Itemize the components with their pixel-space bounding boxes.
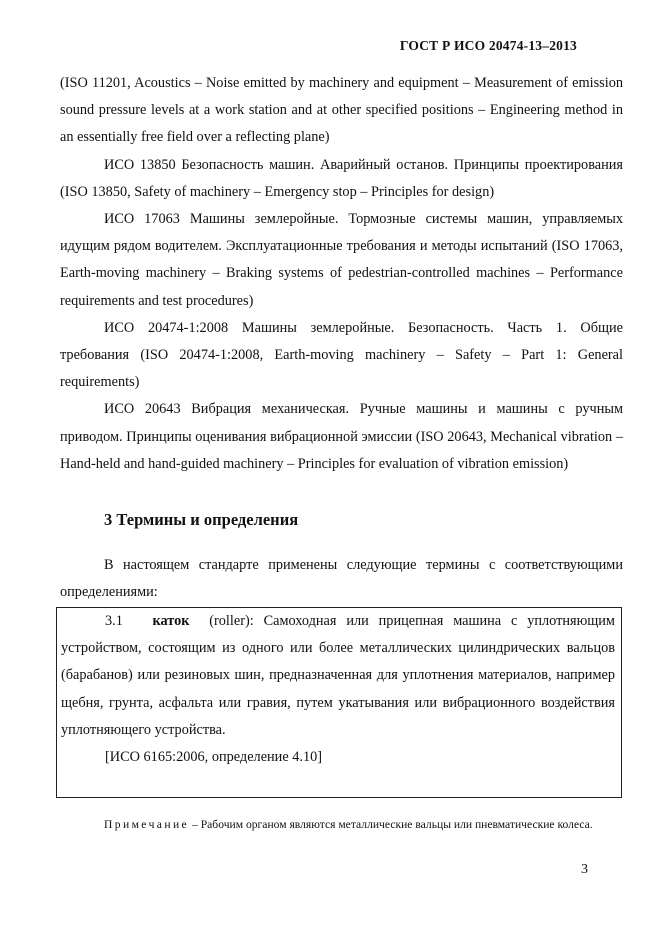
- section-title: 3 Термины и определения: [104, 510, 299, 529]
- term-english: (roller): [209, 613, 250, 629]
- reference-item: (ISO 11201, Acoustics – Noise emitted by machinery and equipment – Measurement of emission sound pressure levels at a work station and at other specified positions – Engineering method in an essentially free field over a reflecting plane): [60, 75, 623, 146]
- section-intro: В настоящем стандарте применены следующие термины с соответствующими определениями:: [60, 557, 623, 601]
- reference-item: ИСО 17063 Машины землеройные. Тормозные системы машин, управляемых идущим рядом водителем. Эксплуатационные требования и методы испытаний (ISO 17063, Earth-moving machinery – Braking systems of pedestrian-controlled machines – Performance requirements and test procedures): [60, 211, 623, 309]
- note-prefix: Примечание: [104, 818, 190, 831]
- reference-item: ИСО 20474-1:2008 Машины землеройные. Безопасность. Часть 1. Общие требования (ISO 20474-1:2008, Earth-moving machinery – Safety – Part 1: General requirements): [60, 319, 623, 391]
- term-definition: [61, 608, 615, 744]
- document-header: ГОСТ Р ИСО 20474-13–2013: [399, 38, 577, 53]
- normative-references: [60, 70, 623, 478]
- term-source: [ИСО 6165:2006, определение 4.10]: [105, 749, 323, 765]
- note-text: – Рабочим органом являются металлические вальцы или пневматические колеса.: [189, 818, 593, 831]
- term-number: 3.1: [105, 613, 123, 629]
- page-number: 3: [581, 862, 588, 877]
- term-definition-box: [56, 607, 622, 798]
- reference-item: ИСО 13850 Безопасность машин. Аварийный останов. Принципы проектирования (ISO 13850, Safety of machinery – Emergency stop – Principles for design): [60, 156, 623, 200]
- term-definition-text: : Самоходная или прицепная машина с уплотняющим устройством, состоящим из одного или более металлических цилиндрических вальцов (барабанов) или резиновых шин, предназначенная для уплотнения материалов, например щебня, грунта, асфальта или гравия, путем укатывания или вибрационного воздействия уплотняющего устройства.: [61, 613, 615, 738]
- note: [60, 816, 615, 833]
- term-name: каток: [152, 613, 190, 629]
- reference-item: ИСО 20643 Вибрация механическая. Ручные машины и машины с ручным приводом. Принципы оценивания вибрационной эмиссии (ISO 20643, Mechanical vibration – Hand-held and hand-guided machinery – Principles for evaluation of vibration emission): [60, 401, 623, 472]
